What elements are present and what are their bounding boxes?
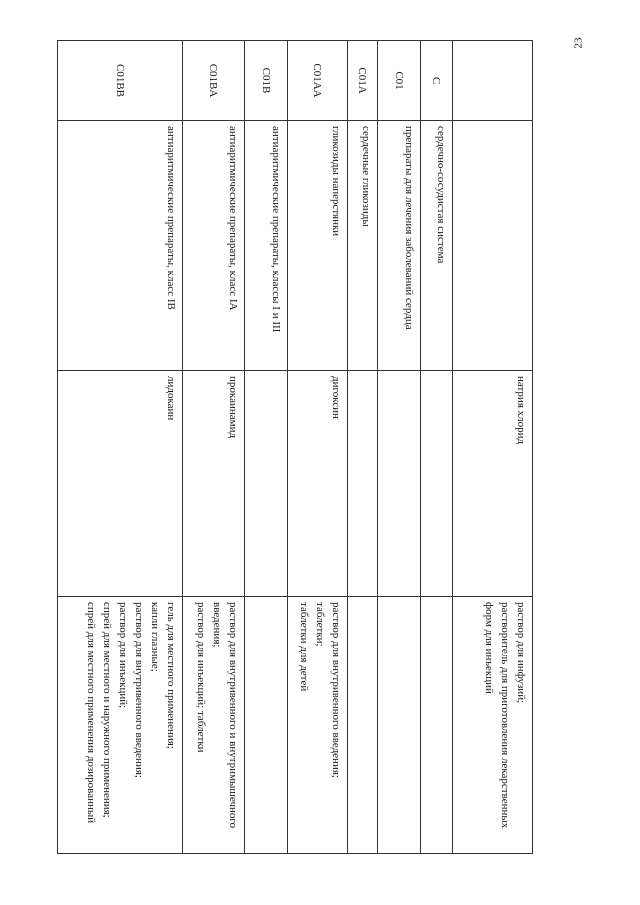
dosage-form-line: растворитель для приготовления лекарственных форм для инъекций <box>483 602 511 829</box>
atc-code-cell <box>453 41 533 121</box>
table-row <box>453 41 533 854</box>
table-row <box>421 41 453 854</box>
dosage-forms-cell <box>58 597 183 854</box>
table-row <box>245 41 288 854</box>
dosage-form-line: таблетки для детей <box>298 602 310 692</box>
atc-code-cell: C01BB <box>58 41 183 121</box>
table-row <box>288 41 348 854</box>
atc-code-cell: C01 <box>378 41 421 121</box>
dosage-form-line: раствор для внутривенного введения; <box>330 602 342 778</box>
table-row <box>58 41 183 854</box>
dosage-forms-cell <box>245 597 288 854</box>
substance-cell: прокаинамид <box>183 371 245 597</box>
table-row <box>378 41 421 854</box>
dosage-form-line: капли глазные; <box>149 602 161 672</box>
dosage-form-line: раствор для инфузий; <box>515 602 527 704</box>
substance-cell <box>348 371 378 597</box>
dosage-form-line: раствор для внутривенного и внутримышечного введения; <box>211 602 239 829</box>
dosage-form-line: спрей для местного и наружного применения; <box>101 602 113 818</box>
group-cell: антиаритмические препараты, класс IA <box>183 121 245 371</box>
dosage-forms-cell <box>453 597 533 854</box>
dosage-form-line: спрей для местного применения дозированный <box>85 602 97 824</box>
dosage-form-line: раствор для внутривенного введения; <box>133 602 145 778</box>
atc-code-cell: C <box>421 41 453 121</box>
dosage-form-line: гель для местного применения; <box>165 602 177 749</box>
substance-cell: натрия хлорид <box>453 371 533 597</box>
dosage-forms-cell <box>378 597 421 854</box>
rotated-table-container <box>58 40 533 853</box>
substance-cell: лидокаин <box>58 371 183 597</box>
page-number: 23 <box>572 37 584 49</box>
atc-code-cell: C01A <box>348 41 378 121</box>
dosage-forms-cell <box>421 597 453 854</box>
substance-cell <box>378 371 421 597</box>
group-cell: антиаритмические препараты, классы I и III <box>245 121 288 371</box>
substance-cell <box>245 371 288 597</box>
dosage-form-line: таблетки; <box>314 602 326 647</box>
group-cell: препараты для лечения заболеваний сердца <box>378 121 421 371</box>
group-cell <box>453 121 533 371</box>
atc-code-cell: C01BA <box>183 41 245 121</box>
table-row <box>183 41 245 854</box>
atc-code-cell: C01B <box>245 41 288 121</box>
substance-cell: дигоксин <box>288 371 348 597</box>
dosage-form-line: раствор для инъекций; <box>117 602 129 709</box>
table-row <box>348 41 378 854</box>
group-cell: антиаритмические препараты, класс IB <box>58 121 183 371</box>
group-cell: гликозиды наперстянки <box>288 121 348 371</box>
drug-table <box>57 40 533 854</box>
atc-code-cell: C01AA <box>288 41 348 121</box>
dosage-form-line: раствор для инъекций; таблетки <box>195 602 207 753</box>
group-cell: сердечно-сосудистая система <box>421 121 453 371</box>
dosage-forms-cell <box>288 597 348 854</box>
group-cell: сердечные гликозиды <box>348 121 378 371</box>
dosage-forms-cell <box>348 597 378 854</box>
dosage-forms-cell <box>183 597 245 854</box>
substance-cell <box>421 371 453 597</box>
